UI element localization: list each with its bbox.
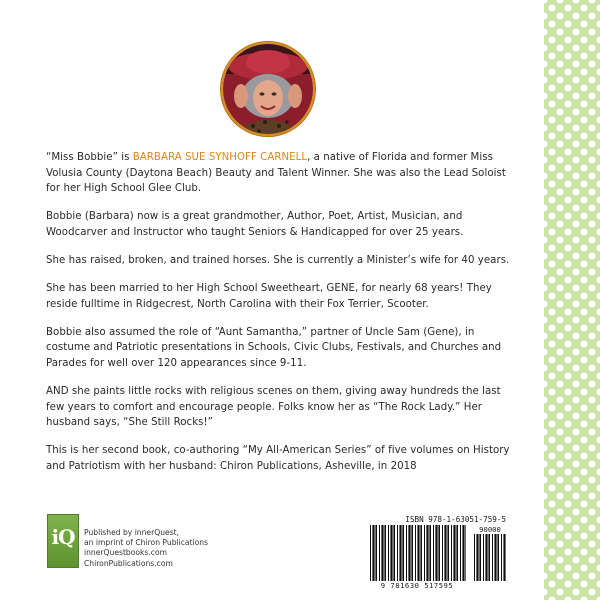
barcode-bar <box>492 534 493 581</box>
barcode-bar <box>444 525 446 581</box>
barcode-bar <box>370 525 371 581</box>
author-portrait <box>221 42 315 136</box>
logo-text: iQ <box>51 525 75 549</box>
barcode-bars <box>370 525 466 581</box>
barcode-bar <box>424 525 425 581</box>
barcode-bar <box>503 534 505 581</box>
barcode-bar <box>438 525 440 581</box>
polka-dot-side-strip <box>544 0 600 600</box>
barcode-bar <box>397 525 398 581</box>
barcode-bar <box>388 525 389 581</box>
barcode-bar <box>411 525 413 581</box>
isbn-label: ISBN 978-1-63051-759-5 <box>405 515 506 524</box>
innerquest-logo <box>47 514 79 568</box>
barcode-bar <box>497 534 499 581</box>
barcode-bar <box>390 525 392 581</box>
barcode-bar <box>494 534 496 581</box>
barcode-bar <box>384 525 386 581</box>
author-photo <box>223 44 313 134</box>
barcode-bar <box>435 525 437 581</box>
bio-paragraph-6: AND she paints little rocks with religious scenes on them, giving away hundreds the last few years to comfort and encourage people. Folks know her as “The Rock Lady.” Her husband says, “She Still Rocks!” <box>46 386 501 429</box>
barcode-bar <box>426 525 428 581</box>
bio-paragraph-2: Bobbie (Barbara) now is a great grandmother, Author, Poet, Artist, Musician, and Woodcarver and Instructor who taught Seniors & Handicapped for over 25 years. <box>46 211 464 238</box>
barcode-bar <box>375 525 377 581</box>
barcode-bar <box>485 534 487 581</box>
bio-paragraph-3: She has raised, broken, and trained horses. She is currently a Minister’s wife for 40 years. <box>46 254 510 266</box>
barcode-bar <box>415 525 416 581</box>
barcode-bar <box>460 525 461 581</box>
barcode-bar <box>501 534 502 581</box>
barcode-bar <box>447 525 449 581</box>
barcode-number: 9 781630 517595 <box>380 581 454 590</box>
barcode-bar <box>429 525 431 581</box>
price-barcode-bars <box>474 534 506 581</box>
bio-paragraph-5: Bobbie also assumed the role of “Aunt Samantha,” partner of Uncle Sam (Gene), in costume and Patriotic presentations in Schools, Civic Clubs, Festivals, and Churches and Parades for well over 120 appearances since 9-11. <box>46 326 502 369</box>
barcode-bar <box>406 525 407 581</box>
author-biography <box>46 150 514 487</box>
barcode-bar <box>465 525 466 581</box>
publisher-url: ChironPublications.com <box>84 558 173 568</box>
publisher-url: innerQuestbooks.com <box>84 548 168 558</box>
barcode-bar <box>393 525 395 581</box>
barcode-bar <box>381 525 383 581</box>
bio-paragraph-1: “Miss Bobbie” is BARBARA SUE SYNHOFF CARNELL, a native of Florida and former Miss Volusia County (Daytona Beach) Beauty and Talent Winner. She was also the Lead Soloist for her High School Glee Club. <box>46 152 506 195</box>
barcode-bar <box>379 525 380 581</box>
barcode-bar <box>462 525 464 581</box>
barcode-bar <box>399 525 401 581</box>
barcode-bar <box>456 525 458 581</box>
publisher-info <box>84 528 208 569</box>
barcode-bar <box>417 525 419 581</box>
bio-paragraph-7: This is her second book, co-authoring “My All-American Series” of five volumes on History and Patriotism with her husband: Chiron Publications, Asheville, in 2018 <box>46 445 510 472</box>
barcode-bar <box>474 534 475 581</box>
barcode-bar <box>420 525 422 581</box>
barcode-bar <box>433 525 434 581</box>
barcode-bar <box>451 525 452 581</box>
publisher-line: Published by innerQuest, <box>84 528 180 537</box>
barcode-bar <box>479 534 481 581</box>
bio-paragraph-4: She has been married to her High School Sweetheart, GENE, for nearly 68 years! They reside fulltime in Ridgecrest, North Carolina with their Fox Terrier, Scooter. <box>46 283 492 310</box>
publisher-line: an imprint of Chiron Publications <box>84 538 209 548</box>
barcode-bar <box>402 525 404 581</box>
barcode-bar <box>442 525 443 581</box>
barcode-bar <box>476 534 478 581</box>
author-name: BARBARA SUE SYNHOFF CARNELL <box>132 152 308 163</box>
barcode-bar <box>488 534 490 581</box>
barcode-bar <box>408 525 410 581</box>
barcode-bar <box>372 525 374 581</box>
price-code: 90000 <box>479 525 501 534</box>
barcode-bar <box>483 534 484 581</box>
barcode-area <box>364 515 509 593</box>
barcode-bar <box>453 525 455 581</box>
